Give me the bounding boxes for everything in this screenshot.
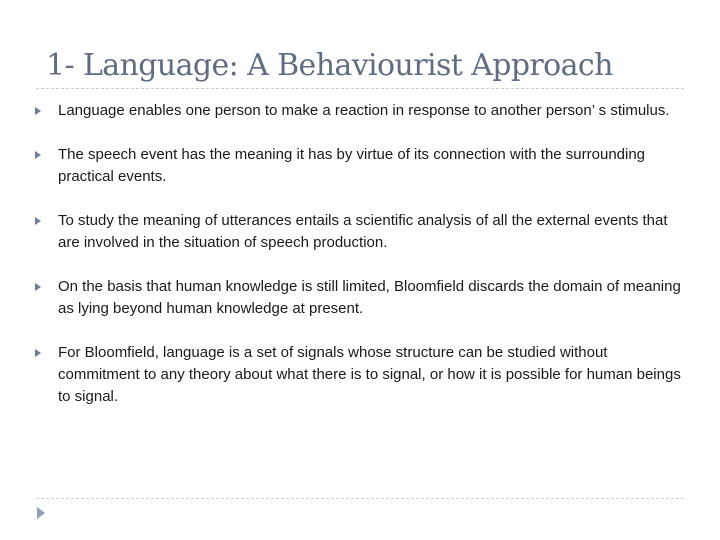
triangle-bullet-icon: [35, 217, 41, 225]
triangle-bullet-icon: [35, 283, 41, 291]
bullet-text: On the basis that human knowledge is still limited, Bloomfield discards the domain of meaning as lying beyond human knowledge at present.: [58, 278, 681, 317]
triangle-bullet-icon: [35, 107, 41, 115]
triangle-bullet-icon: [35, 349, 41, 357]
play-arrow-icon: [37, 507, 45, 519]
bullet-text: To study the meaning of utterances entails a scientific analysis of all the external events that are involved in the situation of speech production.: [58, 212, 668, 251]
bullet-text: Language enables one person to make a reaction in response to another person’ s stimulus.: [58, 102, 670, 119]
bullet-text: For Bloomfield, language is a set of signals whose structure can be studied without commitment to any theory about what there is to signal, or how it is possible for human beings to signal.: [58, 344, 681, 405]
bullet-item: [34, 100, 686, 122]
bullet-item: [34, 342, 686, 408]
bullet-item: [34, 210, 686, 254]
footer-divider: [36, 498, 684, 499]
slide-title: 1- Language: A Behaviourist Approach: [46, 48, 613, 83]
bullet-item: [34, 276, 686, 320]
bullet-text: The speech event has the meaning it has by virtue of its connection with the surrounding practical events.: [58, 146, 646, 185]
title-divider: [36, 88, 684, 89]
bullet-item: [34, 144, 686, 188]
triangle-bullet-icon: [35, 151, 41, 159]
bullet-list: [34, 100, 686, 430]
